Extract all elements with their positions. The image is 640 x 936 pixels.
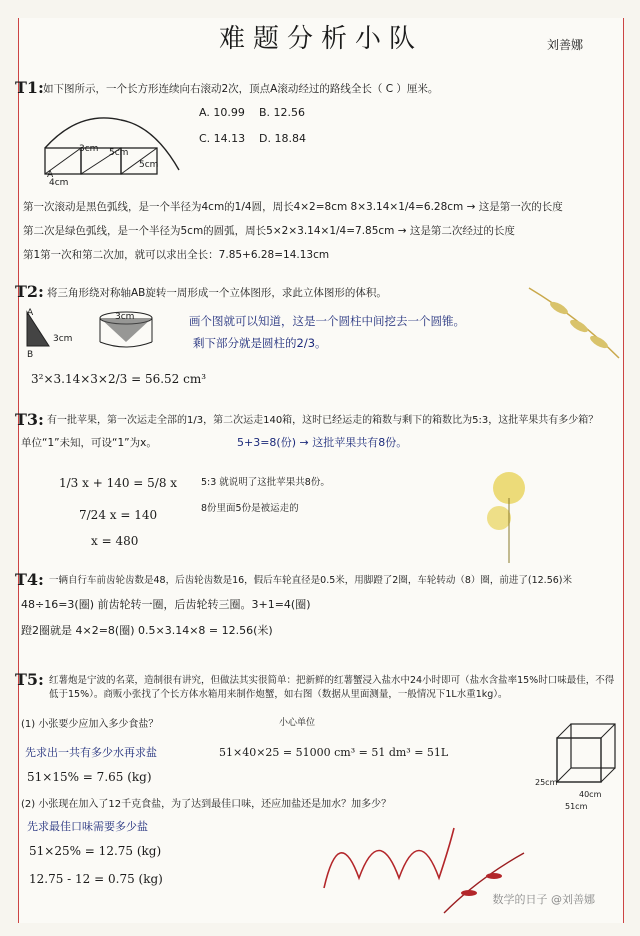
t2-figure-label-3cm-a: 3cm — [53, 334, 73, 344]
author-name: 刘善娜 — [546, 38, 583, 52]
t2-note-1: 画个图就可以知道，这是一个圆柱中间挖去一个圆锥。 — [189, 314, 465, 328]
t1-question: 如下图所示，一个长方形连续向右滚动2次，顶点A滚动经过的路线全长（ C ）厘米。 — [43, 83, 439, 95]
t5-q1: (1) 小张要少应加入多少食盐？ — [21, 719, 159, 730]
t5-a1-hint: 小心单位 — [279, 718, 316, 728]
decorative-red-fern — [439, 848, 529, 918]
t2-figure-label-b: B — [27, 350, 34, 360]
t5-question: 红薯炮是宁波的名菜，造制很有讲究，但做法其实很简单：把新鲜的红薯蟹浸入盐水中24小时即可（盐水含盐率15%时口味最佳，不得低于15%）。商贩小张找了个长方体水箱用来制作炮蟹，如右图（数据从里面测量，一般情况下1L水重1kg）。 — [49, 675, 615, 700]
t4-label: T4: — [15, 570, 44, 589]
t3-step-2: 7/24 x = 140 — [79, 508, 158, 522]
worksheet-page — [15, 18, 624, 923]
t2-figure-label-3cm-b: 3cm — [115, 312, 135, 322]
t1-figure-label-a: A — [47, 170, 54, 180]
t2-solid-figure — [21, 308, 161, 358]
decorative-red-scribble — [319, 818, 459, 898]
t4-work-line-1: 48÷16=3(圈) 前齿轮转一圈，后齿轮转三圈。3+1=4(圈) — [21, 598, 311, 611]
t5-q2: (2) 小张现在加入了12千克食盐，为了达到最佳口味，还应加盐还是加水？加多少？ — [21, 799, 392, 810]
t5-box-label-40cm: 40cm — [579, 790, 602, 799]
t5-a2-step-2: 12.75 - 12 = 0.75 (kg) — [29, 872, 163, 886]
t2-figure-label-a: A — [27, 308, 34, 318]
t1-choice-d: D. 18.84 — [259, 132, 306, 145]
t3-step-3: x = 480 — [91, 534, 139, 548]
t1-label: T1: — [15, 78, 44, 97]
t1-figure-label-5cm-b: 5cm — [139, 160, 159, 170]
t3-hint: 单位“1”未知，可设“1”为x。 — [21, 437, 157, 449]
t1-figure-label-4cm: 4cm — [49, 178, 69, 188]
page-title: 难题分析小队 — [218, 24, 423, 54]
t1-work-line-2: 第二次是绿色弧线，是一个半径为5cm的圆弧，周长5×2×3.14×1/4=7.85cm → 这是第二次经过的长度 — [23, 225, 515, 237]
t5-water-tank-figure — [549, 718, 621, 798]
t5-a2-step-1: 51×25% = 12.75 (kg) — [29, 844, 162, 858]
t3-question: 有一批苹果，第一次运走全部的1/3，第二次运走140箱，这时已经运走的箱数与剩下的箱数比为5:3，这批苹果共有多少箱？ — [47, 415, 599, 426]
t5-box-label-51cm: 51cm — [565, 802, 588, 811]
t5-a1-result: 51×15% = 7.65 (kg) — [27, 770, 152, 784]
t2-label: T2: — [15, 282, 44, 301]
t1-work-line-3: 第1第一次和第二次加，就可以求出全长：7.85+6.28=14.13cm — [23, 249, 330, 261]
decorative-yellow-leaf — [519, 278, 623, 368]
t1-rolling-rectangle-figure — [39, 110, 189, 180]
t2-note-2: 剩下部分就是圆柱的2/3。 — [193, 336, 327, 350]
t1-figure-label-5cm-a: 5cm — [109, 148, 129, 158]
t4-work-line-2: 蹬2圈就是 4×2=8(圈) 0.5×3.14×8 = 12.56(米) — [21, 624, 273, 637]
t3-label: T3: — [15, 410, 44, 429]
t2-question: 将三角形绕对称轴AB旋转一周形成一个立体图形，求此立体图形的体积。 — [47, 287, 387, 299]
t3-note-2: 8份里面5份是被运走的 — [201, 503, 299, 514]
t2-formula: 3²×3.14×3×2/3 = 56.52 cm³ — [31, 372, 207, 386]
t1-choice-a: A. 10.99 — [199, 106, 245, 119]
watermark: 数学的日子 @刘善娜 — [492, 893, 595, 906]
t3-step-1: 1/3 x + 140 = 5/8 x — [59, 476, 178, 490]
t4-question: 一辆自行车前齿轮齿数是48，后齿轮齿数是16，假后车轮直径是0.5米，用脚蹬了2圈，车轮转动（8）圈，前进了(12.56)米 — [49, 575, 572, 586]
t5-label: T5: — [15, 670, 44, 689]
t5-box-label-25cm: 25cm — [535, 778, 558, 787]
t5-a1-calc: 51×40×25 = 51000 cm³ = 51 dm³ = 51L — [219, 746, 449, 759]
t5-a1-note: 先求出一共有多少水再求盐 — [25, 746, 157, 759]
t1-figure-label-3cm: 3cm — [79, 144, 99, 154]
t1-work-line-1: 第一次滚动是黑色弧线，是一个半径为4cm的1/4圆，周长4×2=8cm 8×3.14×1/4=6.28cm → 这是第一次的长度 — [23, 201, 563, 213]
t3-calc: 5+3=8(份) → 这批苹果共有8份。 — [237, 436, 408, 449]
t1-choice-c: C. 14.13 — [199, 132, 246, 145]
t1-choice-b: B. 12.56 — [259, 106, 306, 119]
t3-note-1: 5:3 就说明了这批苹果共8份。 — [201, 477, 330, 488]
decorative-yellow-flower — [469, 458, 549, 568]
t5-a2-note: 先求最佳口味需要多少盐 — [27, 820, 148, 833]
